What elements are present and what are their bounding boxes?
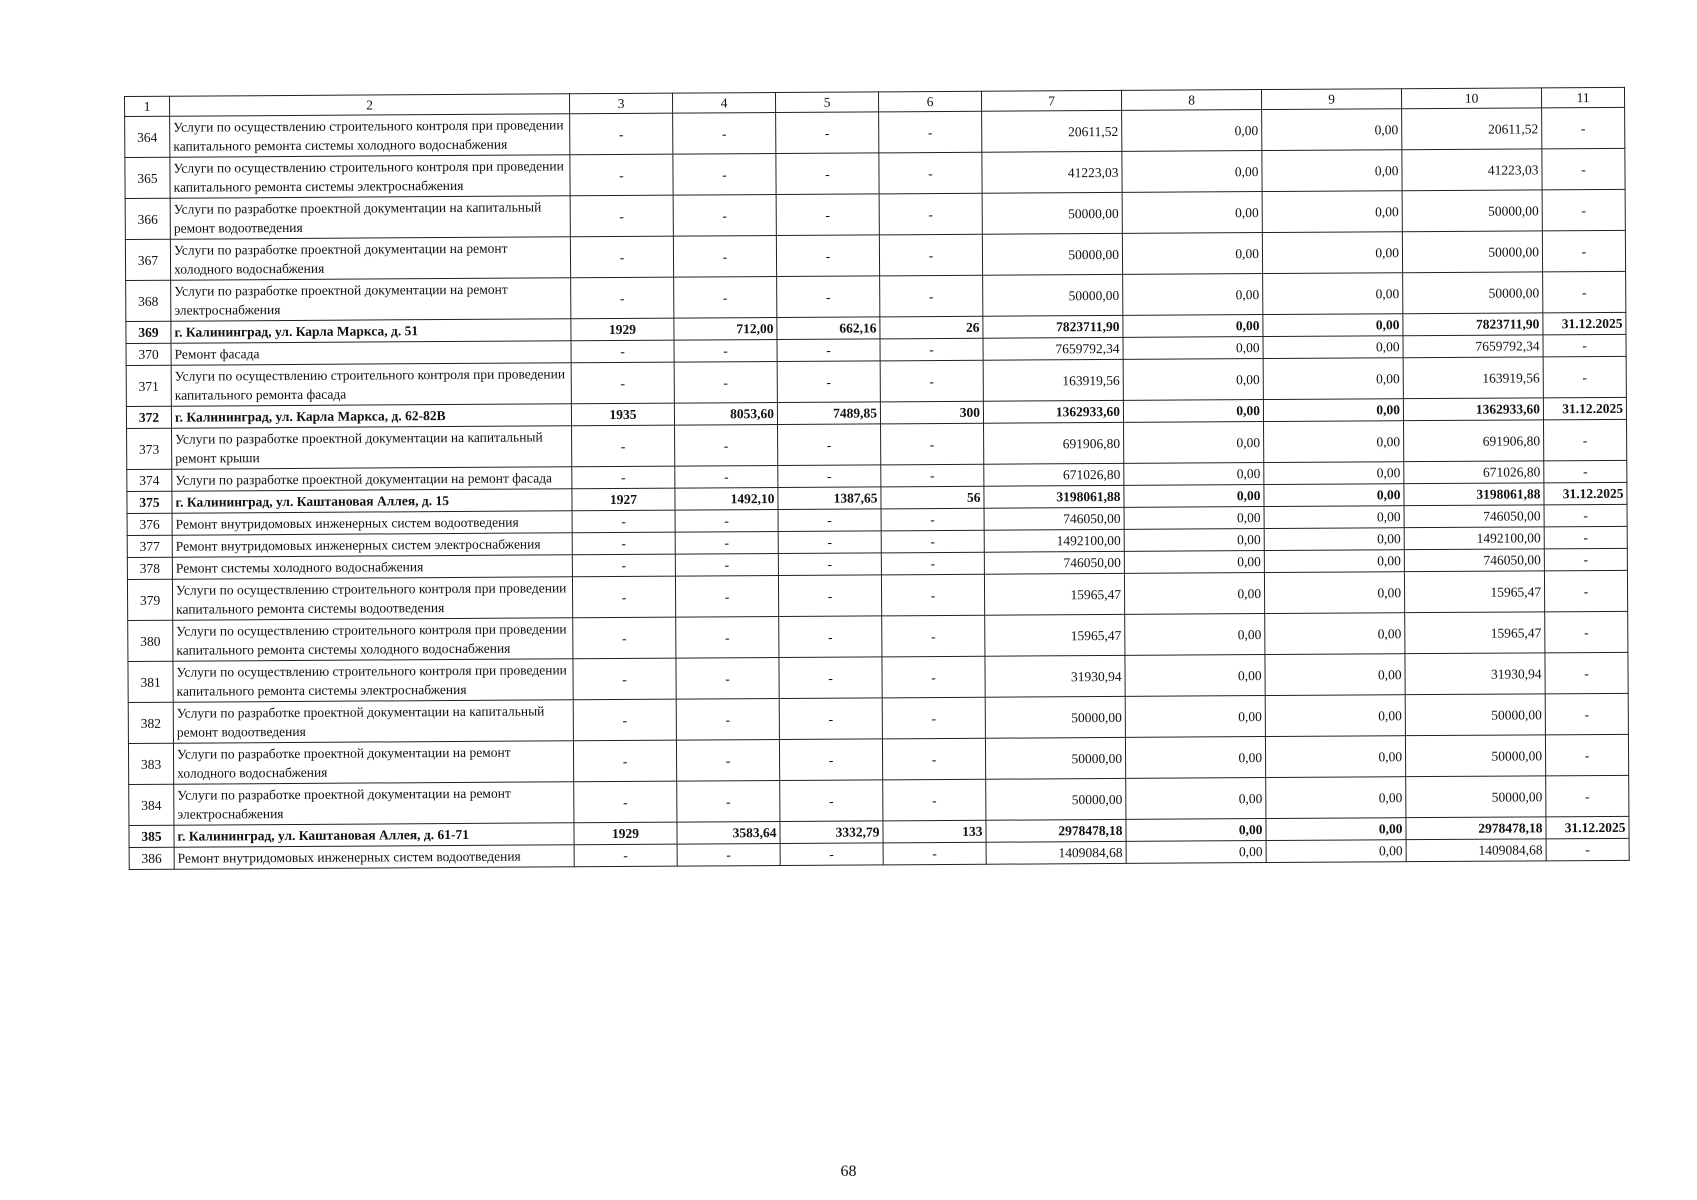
owner-funds-cell: 15965,47 [1404, 571, 1544, 613]
description-cell: Услуги по осуществлению строительного контроля при проведении капитального ремонта системы электроснабжения [173, 659, 573, 702]
description-cell: Услуги по осуществлению строительного контроля при проведении капитального ремонта фасада [171, 363, 571, 406]
row-number-cell: 374 [127, 469, 172, 491]
description-cell: Услуги по осуществлению строительного контроля при проведении капитального ремонта системы холодного водоснабжения [173, 618, 573, 661]
year-cell: - [573, 699, 676, 741]
owner-funds-cell: 1362933,60 [1403, 398, 1543, 421]
federal-funds-cell: 0,00 [1123, 337, 1263, 360]
row-number-cell: 372 [126, 406, 171, 428]
year-cell: - [572, 576, 675, 618]
living-area-cell: - [778, 531, 881, 554]
total-area-cell: - [676, 617, 779, 659]
regional-funds-cell: 0,00 [1263, 399, 1403, 422]
federal-funds-cell: 0,00 [1122, 151, 1262, 193]
total-cost-cell: 15965,47 [985, 614, 1125, 656]
year-cell: - [571, 277, 674, 319]
residents-cell: - [879, 152, 982, 194]
owner-funds-cell: 746050,00 [1404, 549, 1544, 572]
year-cell: - [573, 658, 676, 700]
total-area-cell: - [677, 781, 780, 823]
row-number-cell: 375 [127, 491, 172, 513]
row-number-cell: 373 [127, 428, 172, 469]
completion-date-cell: - [1545, 652, 1628, 694]
federal-funds-cell: 0,00 [1126, 819, 1266, 842]
regional-funds-cell: 0,00 [1264, 484, 1404, 507]
year-cell: - [574, 781, 677, 823]
header-col-11: 11 [1541, 87, 1624, 108]
living-area-cell: - [777, 361, 880, 403]
owner-funds-cell: 1409084,68 [1406, 839, 1546, 862]
federal-funds-cell: 0,00 [1123, 274, 1263, 316]
total-cost-cell: 671026,80 [984, 463, 1124, 486]
owner-funds-cell: 3198061,88 [1404, 483, 1544, 506]
row-number-cell: 364 [125, 116, 170, 157]
description-cell: г. Калининград, ул. Карла Маркса, д. 51 [171, 319, 571, 343]
total-area-cell: - [675, 576, 778, 618]
living-area-cell: - [777, 339, 880, 362]
regional-funds-cell: 0,00 [1265, 613, 1405, 655]
regional-funds-cell: 0,00 [1266, 818, 1406, 841]
owner-funds-cell: 691906,80 [1404, 420, 1544, 462]
completion-date-cell: - [1544, 548, 1627, 571]
description-cell: Услуги по осуществлению строительного контроля при проведении капитального ремонта системы холодного водоснабжения [170, 114, 570, 157]
living-area-cell: - [780, 843, 883, 866]
living-area-cell: 3332,79 [780, 821, 883, 844]
living-area-cell: - [778, 424, 881, 466]
completion-date-cell: 31.12.2025 [1543, 312, 1626, 335]
owner-funds-cell: 671026,80 [1404, 461, 1544, 484]
living-area-cell: - [778, 553, 881, 576]
regional-funds-cell: 0,00 [1264, 572, 1404, 614]
owner-funds-cell: 50000,00 [1403, 272, 1543, 314]
completion-date-cell: - [1545, 734, 1628, 776]
year-cell: 1935 [571, 403, 674, 426]
federal-funds-cell: 0,00 [1123, 400, 1263, 423]
description-cell: Ремонт системы холодного водоснабжения [172, 555, 572, 579]
table-container [124, 87, 1629, 870]
total-area-cell: - [673, 236, 776, 278]
total-cost-cell: 1492100,00 [984, 529, 1124, 552]
year-cell: - [570, 113, 673, 155]
residents-cell: - [881, 530, 984, 553]
residents-cell: 26 [880, 316, 983, 339]
header-col-2: 2 [170, 94, 570, 116]
total-cost-cell: 50000,00 [986, 778, 1126, 820]
row-number-cell: 379 [127, 579, 172, 620]
total-area-cell: - [677, 844, 780, 867]
residents-cell: - [882, 656, 985, 698]
description-cell: Услуги по разработке проектной документации на ремонт электроснабжения [174, 782, 574, 825]
regional-funds-cell: 0,00 [1262, 191, 1402, 233]
regional-funds-cell: 0,00 [1263, 314, 1403, 337]
completion-date-cell: 31.12.2025 [1546, 816, 1629, 839]
header-col-6: 6 [878, 91, 981, 112]
owner-funds-cell: 31930,94 [1405, 653, 1545, 695]
description-cell: Услуги по разработке проектной документации на ремонт фасада [172, 467, 572, 491]
federal-funds-cell: 0,00 [1124, 422, 1264, 464]
total-cost-cell: 1409084,68 [986, 841, 1126, 864]
regional-funds-cell: 0,00 [1265, 736, 1405, 778]
year-cell: - [570, 154, 673, 196]
living-area-cell: - [776, 235, 879, 277]
description-cell: Услуги по осуществлению строительного контроля при проведении капитального ремонта системы водоотведения [172, 577, 572, 620]
completion-date-cell: 31.12.2025 [1543, 397, 1626, 420]
total-area-cell: - [676, 658, 779, 700]
living-area-cell: - [779, 739, 882, 781]
federal-funds-cell: 0,00 [1124, 485, 1264, 508]
completion-date-cell: - [1544, 570, 1627, 612]
federal-funds-cell: 0,00 [1123, 315, 1263, 338]
owner-funds-cell: 50000,00 [1405, 694, 1545, 736]
description-cell: Ремонт внутридомовых инженерных систем электроснабжения [172, 533, 572, 557]
federal-funds-cell: 0,00 [1122, 233, 1262, 275]
federal-funds-cell: 0,00 [1126, 841, 1266, 864]
completion-date-cell: - [1546, 775, 1629, 817]
completion-date-cell: - [1543, 334, 1626, 357]
regional-funds-cell: 0,00 [1262, 232, 1402, 274]
row-number-cell: 386 [129, 847, 174, 869]
owner-funds-cell: 15965,47 [1405, 612, 1545, 654]
year-cell: - [572, 510, 675, 533]
residents-cell: - [881, 423, 984, 465]
row-number-cell: 370 [126, 343, 171, 365]
regional-funds-cell: 0,00 [1263, 358, 1403, 400]
residents-cell: - [879, 193, 982, 235]
federal-funds-cell: 0,00 [1124, 529, 1264, 552]
owner-funds-cell: 41223,03 [1402, 149, 1542, 191]
total-cost-cell: 50000,00 [985, 696, 1125, 738]
residents-cell: - [881, 574, 984, 616]
total-cost-cell: 7823711,90 [983, 315, 1123, 338]
residents-cell: - [879, 111, 982, 153]
row-number-cell: 382 [128, 702, 173, 743]
regional-funds-cell: 0,00 [1263, 336, 1403, 359]
residents-cell: - [879, 234, 982, 276]
living-area-cell: - [777, 276, 880, 318]
regional-funds-cell: 0,00 [1264, 506, 1404, 529]
total-area-cell: - [675, 466, 778, 489]
total-area-cell: 1492,10 [675, 488, 778, 511]
description-cell: Услуги по разработке проектной документации на ремонт холодного водоснабжения [170, 237, 570, 280]
total-area-cell: - [674, 277, 777, 319]
regional-funds-cell: 0,00 [1262, 150, 1402, 192]
description-cell: Услуги по осуществлению строительного контроля при проведении капитального ремонта системы электроснабжения [170, 155, 570, 198]
total-area-cell: - [675, 425, 778, 467]
regional-funds-cell: 0,00 [1264, 528, 1404, 551]
total-area-cell: - [676, 699, 779, 741]
completion-date-cell: - [1546, 838, 1629, 861]
completion-date-cell: - [1544, 526, 1627, 549]
total-cost-cell: 746050,00 [984, 551, 1124, 574]
residents-cell: - [882, 697, 985, 739]
total-cost-cell: 163919,56 [983, 359, 1123, 401]
living-area-cell: - [778, 465, 881, 488]
residents-cell: 300 [880, 401, 983, 424]
living-area-cell: - [776, 112, 879, 154]
total-cost-cell: 41223,03 [982, 151, 1122, 193]
year-cell: - [570, 195, 673, 237]
owner-funds-cell: 50000,00 [1402, 190, 1542, 232]
row-number-cell: 376 [127, 513, 172, 535]
living-area-cell: - [778, 509, 881, 532]
residents-cell: - [881, 464, 984, 487]
row-number-cell: 378 [127, 557, 172, 579]
year-cell: 1929 [571, 318, 674, 341]
row-number-cell: 377 [127, 535, 172, 557]
header-col-8: 8 [1121, 90, 1261, 111]
owner-funds-cell: 746050,00 [1404, 505, 1544, 528]
total-cost-cell: 1362933,60 [983, 400, 1123, 423]
total-area-cell: 3583,64 [677, 822, 780, 845]
row-number-cell: 384 [129, 784, 174, 825]
residents-cell: 56 [881, 486, 984, 509]
total-area-cell: - [673, 195, 776, 237]
living-area-cell: - [779, 657, 882, 699]
description-cell: Ремонт внутридомовых инженерных систем водоотведения [172, 511, 572, 535]
total-cost-cell: 20611,52 [982, 110, 1122, 152]
federal-funds-cell: 0,00 [1124, 463, 1264, 486]
regional-funds-cell: 0,00 [1264, 421, 1404, 463]
total-area-cell: 8053,60 [674, 403, 777, 426]
page-number: 68 [840, 1163, 857, 1180]
living-area-cell: - [776, 153, 879, 195]
description-cell: Услуги по разработке проектной документации на капитальный ремонт водоотведения [173, 700, 573, 743]
total-cost-cell: 2978478,18 [986, 819, 1126, 842]
federal-funds-cell: 0,00 [1126, 778, 1266, 820]
residents-cell: - [880, 360, 983, 402]
year-cell: - [572, 425, 675, 467]
row-number-cell: 380 [128, 620, 173, 661]
regional-funds-cell: 0,00 [1264, 550, 1404, 573]
header-col-5: 5 [775, 92, 878, 113]
federal-funds-cell: 0,00 [1124, 507, 1264, 530]
total-cost-cell: 31930,94 [985, 655, 1125, 697]
regional-funds-cell: 0,00 [1265, 695, 1405, 737]
completion-date-cell: - [1544, 460, 1627, 483]
federal-funds-cell: 0,00 [1122, 110, 1262, 152]
row-number-cell: 368 [126, 280, 171, 321]
total-area-cell: - [675, 532, 778, 555]
header-col-4: 4 [672, 93, 775, 114]
regional-funds-cell: 0,00 [1263, 273, 1403, 315]
owner-funds-cell: 7659792,34 [1403, 335, 1543, 358]
description-cell: г. Калининград, ул. Каштановая Аллея, д. 15 [172, 489, 572, 513]
year-cell: - [574, 844, 677, 867]
residents-cell: - [882, 738, 985, 780]
regional-funds-cell: 0,00 [1262, 109, 1402, 151]
living-area-cell: - [779, 616, 882, 658]
row-number-cell: 383 [128, 743, 173, 784]
year-cell: 1927 [572, 488, 675, 511]
completion-date-cell: - [1542, 107, 1625, 149]
total-cost-cell: 50000,00 [982, 233, 1122, 275]
row-number-cell: 367 [125, 239, 170, 280]
row-number-cell: 366 [125, 198, 170, 239]
row-number-cell: 371 [126, 365, 171, 406]
total-area-cell: - [675, 510, 778, 533]
total-area-cell: 712,00 [674, 318, 777, 341]
residents-cell: - [880, 275, 983, 317]
description-cell: г. Калининград, ул. Карла Маркса, д. 62-82В [171, 404, 571, 428]
living-area-cell: - [779, 698, 882, 740]
total-cost-cell: 746050,00 [984, 507, 1124, 530]
regional-funds-cell: 0,00 [1266, 777, 1406, 819]
total-cost-cell: 50000,00 [985, 737, 1125, 779]
year-cell: - [572, 532, 675, 555]
row-number-cell: 365 [125, 157, 170, 198]
completion-date-cell: - [1544, 419, 1627, 461]
header-col-3: 3 [569, 93, 672, 114]
federal-funds-cell: 0,00 [1125, 737, 1265, 779]
total-area-cell: - [673, 113, 776, 155]
year-cell: - [573, 617, 676, 659]
description-cell: Услуги по разработке проектной документации на ремонт холодного водоснабжения [173, 741, 573, 784]
description-cell: Ремонт внутридомовых инженерных систем водоотведения [174, 845, 574, 869]
residents-cell: - [880, 338, 983, 361]
owner-funds-cell: 50000,00 [1406, 776, 1546, 818]
residents-cell: 133 [883, 820, 986, 843]
completion-date-cell: - [1542, 230, 1625, 272]
federal-funds-cell: 0,00 [1124, 573, 1264, 615]
regional-funds-cell: 0,00 [1266, 840, 1406, 863]
year-cell: - [571, 362, 674, 404]
total-area-cell: - [676, 740, 779, 782]
residents-cell: - [882, 615, 985, 657]
row-number-cell: 385 [129, 825, 174, 847]
residents-cell: - [883, 842, 986, 865]
living-area-cell: 662,16 [777, 317, 880, 340]
completion-date-cell: - [1542, 148, 1625, 190]
owner-funds-cell: 50000,00 [1402, 231, 1542, 273]
header-col-10: 10 [1401, 88, 1541, 109]
federal-funds-cell: 0,00 [1124, 551, 1264, 574]
description-cell: Услуги по разработке проектной документации на капитальный ремонт крыши [172, 426, 572, 469]
regional-funds-cell: 0,00 [1265, 654, 1405, 696]
total-cost-cell: 691906,80 [984, 422, 1124, 464]
living-area-cell: 7489,85 [777, 402, 880, 425]
federal-funds-cell: 0,00 [1125, 696, 1265, 738]
owner-funds-cell: 163919,56 [1403, 357, 1543, 399]
row-number-cell: 369 [126, 321, 171, 343]
year-cell: - [572, 554, 675, 577]
year-cell: - [571, 340, 674, 363]
description-cell: Услуги по разработке проектной документации на капитальный ремонт водоотведения [170, 196, 570, 239]
total-area-cell: - [674, 362, 777, 404]
total-cost-cell: 50000,00 [983, 274, 1123, 316]
completion-date-cell: - [1545, 693, 1628, 735]
owner-funds-cell: 1492100,00 [1404, 527, 1544, 550]
residents-cell: - [883, 779, 986, 821]
completion-date-cell: - [1543, 356, 1626, 398]
table-body [125, 107, 1630, 869]
living-area-cell: - [778, 575, 881, 617]
total-cost-cell: 15965,47 [984, 573, 1124, 615]
federal-funds-cell: 0,00 [1125, 614, 1265, 656]
total-cost-cell: 3198061,88 [984, 485, 1124, 508]
owner-funds-cell: 20611,52 [1402, 108, 1542, 150]
description-cell: Ремонт фасада [171, 341, 571, 365]
row-number-cell: 381 [128, 661, 173, 702]
federal-funds-cell: 0,00 [1122, 192, 1262, 234]
owner-funds-cell: 2978478,18 [1406, 817, 1546, 840]
owner-funds-cell: 7823711,90 [1403, 313, 1543, 336]
total-cost-cell: 7659792,34 [983, 337, 1123, 360]
year-cell: - [572, 466, 675, 489]
total-area-cell: - [674, 340, 777, 363]
regional-funds-cell: 0,00 [1264, 462, 1404, 485]
year-cell: - [570, 236, 673, 278]
total-area-cell: - [673, 154, 776, 196]
residents-cell: - [881, 508, 984, 531]
living-area-cell: 1387,65 [778, 487, 881, 510]
federal-funds-cell: 0,00 [1123, 359, 1263, 401]
year-cell: 1929 [574, 822, 677, 845]
header-col-9: 9 [1261, 89, 1401, 110]
federal-funds-cell: 0,00 [1125, 655, 1265, 697]
completion-date-cell: 31.12.2025 [1544, 482, 1627, 505]
residents-cell: - [881, 552, 984, 575]
owner-funds-cell: 50000,00 [1405, 735, 1545, 777]
total-cost-cell: 50000,00 [982, 192, 1122, 234]
living-area-cell: - [780, 780, 883, 822]
year-cell: - [573, 740, 676, 782]
description-cell: г. Калининград, ул. Каштановая Аллея, д. 61-71 [174, 823, 574, 847]
capital-repair-table [124, 87, 1630, 870]
living-area-cell: - [776, 194, 879, 236]
completion-date-cell: - [1545, 611, 1628, 653]
completion-date-cell: - [1543, 271, 1626, 313]
total-area-cell: - [675, 554, 778, 577]
completion-date-cell: - [1544, 504, 1627, 527]
description-cell: Услуги по разработке проектной документации на ремонт электроснабжения [171, 278, 571, 321]
header-col-7: 7 [981, 90, 1121, 111]
completion-date-cell: - [1542, 189, 1625, 231]
header-col-1: 1 [125, 96, 170, 116]
